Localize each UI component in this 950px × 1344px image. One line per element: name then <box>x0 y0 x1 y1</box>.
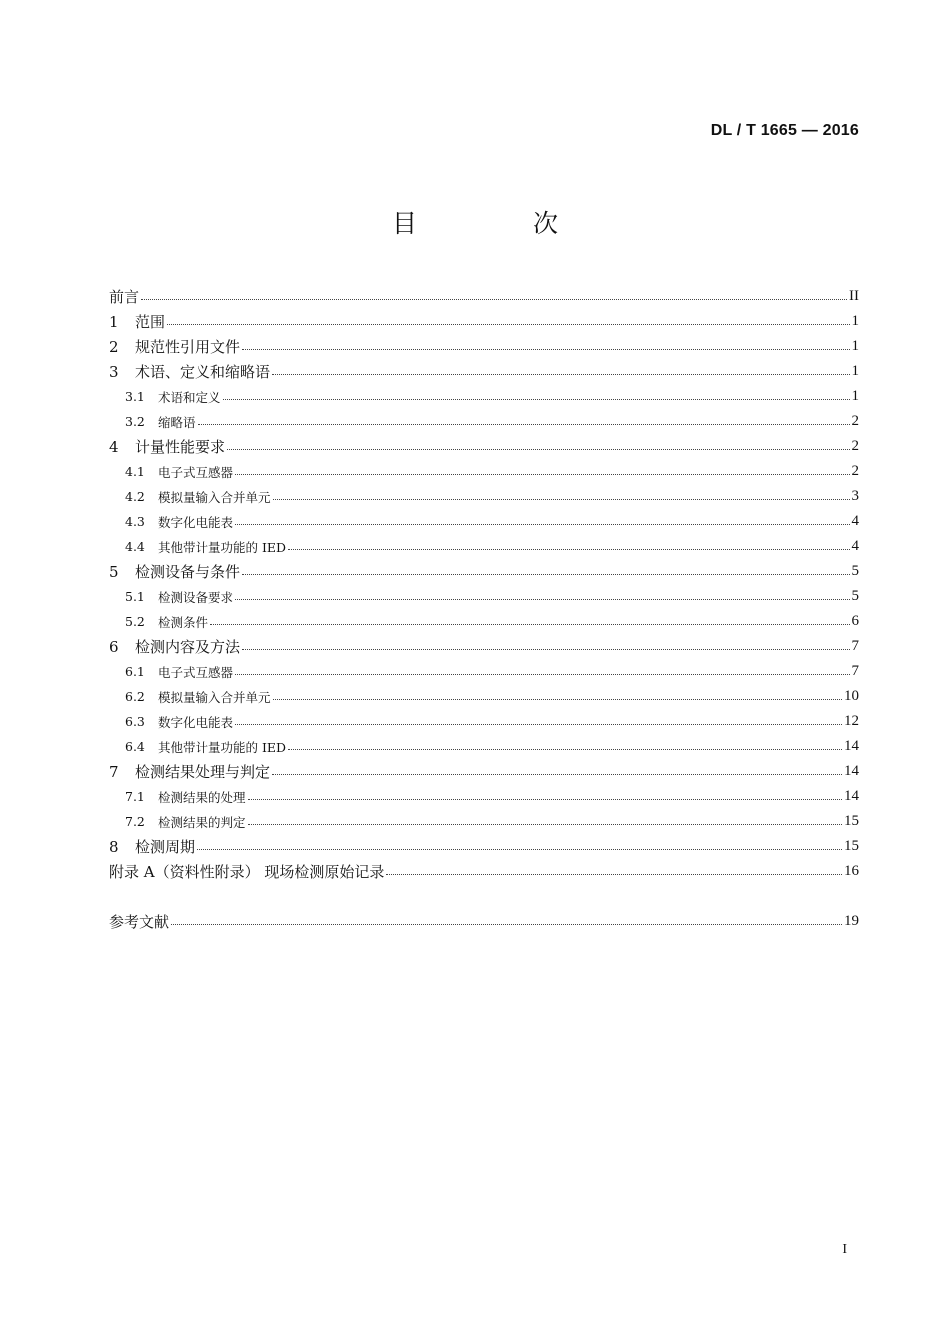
toc-entry[interactable] <box>109 909 859 934</box>
toc-entry-number: 6.1 <box>125 664 145 679</box>
toc-entry[interactable] <box>109 784 859 809</box>
toc-entry-page: II <box>849 288 859 304</box>
toc-entry[interactable] <box>109 609 859 634</box>
toc-entry-page: 15 <box>844 838 859 854</box>
toc-entry-title: 计量性能要求 <box>135 438 226 456</box>
toc-entry[interactable] <box>109 509 859 534</box>
toc-entry-page: 1 <box>851 363 859 379</box>
toc-entry-number: 8 <box>109 837 119 856</box>
dot-leader <box>171 924 842 925</box>
toc-entry-page: 14 <box>844 788 859 804</box>
toc-entry[interactable] <box>109 409 859 434</box>
toc-entry[interactable] <box>109 859 859 884</box>
dot-leader <box>272 774 842 775</box>
toc-entry[interactable] <box>109 309 859 334</box>
toc-entry-page: 10 <box>844 688 859 704</box>
toc-entry-page: 19 <box>844 913 859 929</box>
toc-entry-page: 2 <box>851 463 859 479</box>
toc-entry-title: 其他带计量功能的 IED <box>158 539 287 555</box>
toc-entry-page: 5 <box>851 563 859 579</box>
toc-entry[interactable] <box>109 484 859 509</box>
toc-entry[interactable] <box>109 434 859 459</box>
toc-entry-title: 数字化电能表 <box>158 714 234 730</box>
toc-entry-number: 7.1 <box>125 789 145 804</box>
dot-leader <box>248 824 842 825</box>
toc-entry[interactable] <box>109 659 859 684</box>
toc-entry-number: 5 <box>109 562 119 581</box>
toc-entry-page: 4 <box>851 538 859 554</box>
toc-entry[interactable] <box>109 359 859 384</box>
dot-leader <box>386 874 842 875</box>
toc-entry-title: 模拟量输入合并单元 <box>158 489 271 505</box>
toc-entry-title: 检测结果的判定 <box>158 814 246 830</box>
dot-leader <box>223 399 850 400</box>
toc-entry-page: 7 <box>851 663 859 679</box>
toc-entry-number: 7 <box>109 762 119 781</box>
dot-leader <box>235 599 849 600</box>
toc-entry-page: 5 <box>851 588 859 604</box>
toc-entry-title: 电子式互感器 <box>158 664 234 680</box>
toc-entry[interactable] <box>109 459 859 484</box>
toc-entry-page: 6 <box>851 613 859 629</box>
toc-entry-title: 检测内容及方法 <box>135 638 241 656</box>
page-title: 目 次 <box>392 209 612 238</box>
toc-entry-title: 其他带计量功能的 IED <box>158 739 287 755</box>
dot-leader <box>248 799 842 800</box>
toc-entry-number: 6.4 <box>125 739 145 754</box>
toc-entry-title: 参考文献 <box>109 913 170 931</box>
toc-entry-title: 检测结果处理与判定 <box>135 763 271 781</box>
dot-leader <box>235 524 849 525</box>
document-code: DL / T 1665 — 2016 <box>710 122 859 139</box>
toc-entry-title: 术语和定义 <box>158 389 221 405</box>
toc-entry-title: 规范性引用文件 <box>135 338 241 356</box>
page-number: I <box>842 1242 847 1257</box>
toc-entry-number: 4.2 <box>125 489 145 504</box>
dot-leader <box>141 299 847 300</box>
toc-entry-page: 14 <box>844 763 859 779</box>
toc-entry-title: 模拟量输入合并单元 <box>158 689 271 705</box>
toc-entry-page: 16 <box>844 863 859 879</box>
dot-leader <box>288 549 849 550</box>
toc-entry-number: 3 <box>109 362 119 381</box>
toc-entry-title: 检测设备要求 <box>158 589 234 605</box>
toc-entry-number: 5.1 <box>125 589 145 604</box>
toc-entry-title: 检测设备与条件 <box>135 563 241 581</box>
dot-leader <box>198 424 850 425</box>
toc-entry-page: 12 <box>844 713 859 729</box>
dot-leader <box>235 724 842 725</box>
toc-entry[interactable] <box>109 809 859 834</box>
toc-entry[interactable] <box>109 384 859 409</box>
toc-entry-number: 3.2 <box>125 414 145 429</box>
toc-entry-title: 缩略语 <box>158 414 196 430</box>
toc-entry-number: 6.2 <box>125 689 145 704</box>
toc-entry-number: 6.3 <box>125 714 145 729</box>
toc-entry-title: 附录 A（资料性附录） 现场检测原始记录 <box>109 863 385 881</box>
toc-entry-number: 6 <box>109 637 119 656</box>
toc-entry-title: 检测条件 <box>158 614 209 630</box>
dot-leader <box>273 499 850 500</box>
toc-entry-page: 14 <box>844 738 859 754</box>
toc-entry-number: 4.3 <box>125 514 145 529</box>
toc-entry-title: 术语、定义和缩略语 <box>135 363 271 381</box>
toc-entry[interactable] <box>109 634 859 659</box>
toc-entry-number: 2 <box>109 337 119 356</box>
toc-entry[interactable] <box>109 559 859 584</box>
toc-entry[interactable] <box>109 834 859 859</box>
toc-entry-number: 3.1 <box>125 389 145 404</box>
toc-entry[interactable] <box>109 684 859 709</box>
dot-leader <box>197 849 842 850</box>
dot-leader <box>273 699 842 700</box>
dot-leader <box>167 324 849 325</box>
toc-entry-page: 4 <box>851 513 859 529</box>
toc-entry-title: 数字化电能表 <box>158 514 234 530</box>
toc-entry-page: 1 <box>851 338 859 354</box>
dot-leader <box>210 624 849 625</box>
table-of-contents <box>109 284 859 934</box>
toc-entry[interactable] <box>109 759 859 784</box>
toc-entry-title: 电子式互感器 <box>158 464 234 480</box>
toc-entry-number: 5.2 <box>125 614 145 629</box>
toc-entry-number: 4.1 <box>125 464 145 479</box>
toc-entry[interactable] <box>109 709 859 734</box>
toc-entry-number: 4 <box>109 437 119 456</box>
toc-entry-number: 4.4 <box>125 539 145 554</box>
dot-leader <box>235 474 849 475</box>
toc-entry-title: 检测周期 <box>135 838 196 856</box>
dot-leader <box>242 649 849 650</box>
toc-entry-title: 检测结果的处理 <box>158 789 246 805</box>
dot-leader <box>227 449 849 450</box>
toc-entry-page: 2 <box>851 413 859 429</box>
dot-leader <box>288 749 842 750</box>
toc-entry[interactable] <box>109 584 859 609</box>
toc-entry-page: 1 <box>851 313 859 329</box>
dot-leader <box>242 574 849 575</box>
dot-leader <box>242 349 849 350</box>
toc-entry-page: 1 <box>851 388 859 404</box>
toc-entry-number: 7.2 <box>125 814 145 829</box>
toc-entry-page: 15 <box>844 813 859 829</box>
toc-entry-page: 7 <box>851 638 859 654</box>
toc-entry[interactable] <box>109 334 859 359</box>
toc-entry-title: 前言 <box>109 288 140 306</box>
toc-entry-number: 1 <box>109 312 119 331</box>
toc-entry-page: 2 <box>851 438 859 454</box>
dot-leader <box>235 674 849 675</box>
dot-leader <box>272 374 849 375</box>
toc-entry[interactable] <box>109 734 859 759</box>
toc-entry[interactable] <box>109 534 859 559</box>
toc-entry-page: 3 <box>851 488 859 504</box>
toc-entry[interactable] <box>109 284 859 309</box>
toc-entry-title: 范围 <box>135 313 166 331</box>
